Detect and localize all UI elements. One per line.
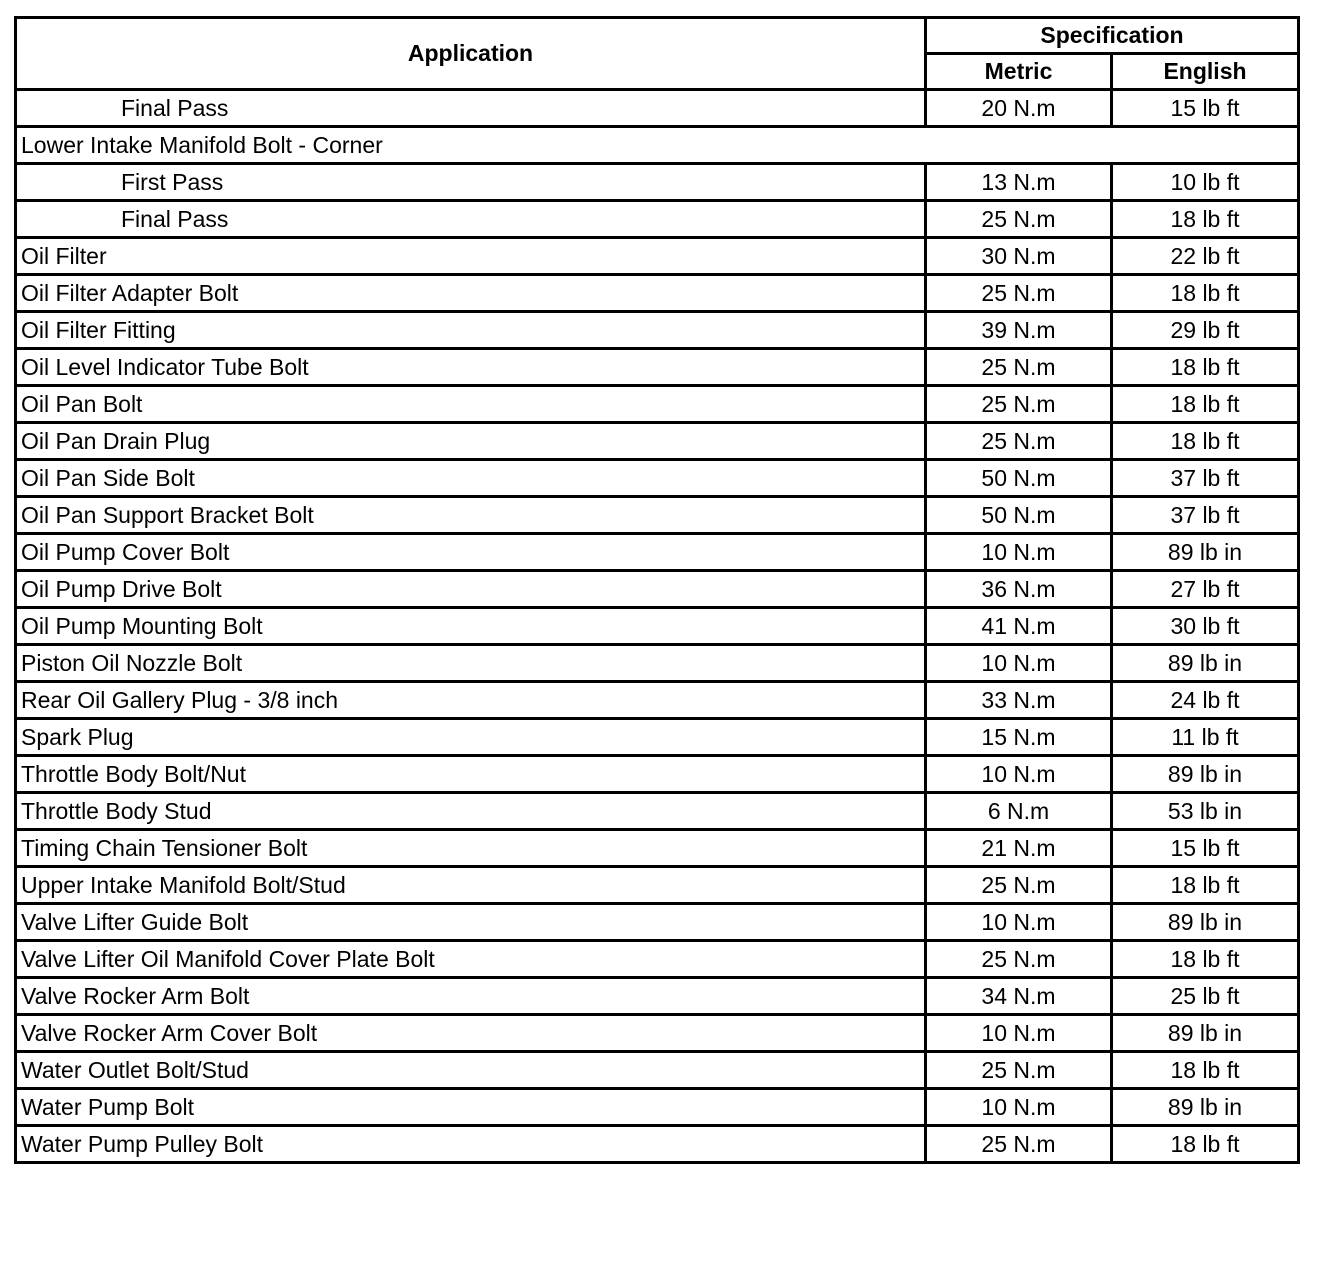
table-row — [16, 460, 1299, 497]
table-row — [16, 386, 1299, 423]
application-header: Application — [16, 18, 926, 90]
application-cell: Oil Pan Bolt — [16, 386, 926, 423]
metric-cell: 25 N.m — [926, 1126, 1112, 1163]
english-cell: 18 lb ft — [1112, 386, 1299, 423]
english-cell: 18 lb ft — [1112, 423, 1299, 460]
specification-header: Specification — [926, 18, 1299, 54]
application-cell: First Pass — [16, 164, 926, 201]
english-cell: 18 lb ft — [1112, 275, 1299, 312]
metric-cell: 25 N.m — [926, 201, 1112, 238]
table-row — [16, 571, 1299, 608]
english-cell: 15 lb ft — [1112, 830, 1299, 867]
application-cell: Spark Plug — [16, 719, 926, 756]
application-cell: Final Pass — [16, 201, 926, 238]
metric-cell: 10 N.m — [926, 645, 1112, 682]
torque-spec-table — [14, 16, 1300, 1164]
english-cell: 24 lb ft — [1112, 682, 1299, 719]
metric-cell: 33 N.m — [926, 682, 1112, 719]
metric-cell: 25 N.m — [926, 349, 1112, 386]
metric-cell: 25 N.m — [926, 941, 1112, 978]
application-cell: Timing Chain Tensioner Bolt — [16, 830, 926, 867]
application-cell: Piston Oil Nozzle Bolt — [16, 645, 926, 682]
english-cell: 89 lb in — [1112, 1089, 1299, 1126]
application-cell: Valve Lifter Oil Manifold Cover Plate Bolt — [16, 941, 926, 978]
table-row — [16, 608, 1299, 645]
english-cell: 18 lb ft — [1112, 349, 1299, 386]
application-cell: Oil Pan Side Bolt — [16, 460, 926, 497]
metric-cell: 10 N.m — [926, 534, 1112, 571]
english-cell: 53 lb in — [1112, 793, 1299, 830]
application-cell: Valve Rocker Arm Cover Bolt — [16, 1015, 926, 1052]
metric-cell: 36 N.m — [926, 571, 1112, 608]
table-row — [16, 349, 1299, 386]
table-row — [16, 756, 1299, 793]
metric-header: Metric — [926, 54, 1112, 90]
metric-cell: 25 N.m — [926, 867, 1112, 904]
table-row — [16, 941, 1299, 978]
application-cell: Water Outlet Bolt/Stud — [16, 1052, 926, 1089]
table-row — [16, 534, 1299, 571]
english-cell: 18 lb ft — [1112, 1052, 1299, 1089]
table-header — [16, 18, 1299, 90]
english-cell: 18 lb ft — [1112, 867, 1299, 904]
table-body — [16, 90, 1299, 1163]
table-row — [16, 978, 1299, 1015]
table-row — [16, 1089, 1299, 1126]
english-header: English — [1112, 54, 1299, 90]
application-cell: Rear Oil Gallery Plug - 3/8 inch — [16, 682, 926, 719]
table-row — [16, 719, 1299, 756]
table-group-row — [16, 127, 1299, 164]
table-row — [16, 1126, 1299, 1163]
application-cell: Oil Filter Fitting — [16, 312, 926, 349]
metric-cell: 34 N.m — [926, 978, 1112, 1015]
table-row — [16, 793, 1299, 830]
english-cell: 89 lb in — [1112, 1015, 1299, 1052]
metric-cell: 39 N.m — [926, 312, 1112, 349]
table-row — [16, 90, 1299, 127]
english-cell: 18 lb ft — [1112, 201, 1299, 238]
english-cell: 25 lb ft — [1112, 978, 1299, 1015]
metric-cell: 10 N.m — [926, 756, 1112, 793]
application-cell: Water Pump Pulley Bolt — [16, 1126, 926, 1163]
metric-cell: 25 N.m — [926, 1052, 1112, 1089]
metric-cell: 10 N.m — [926, 1089, 1112, 1126]
english-cell: 27 lb ft — [1112, 571, 1299, 608]
application-cell: Oil Pump Mounting Bolt — [16, 608, 926, 645]
english-cell: 37 lb ft — [1112, 460, 1299, 497]
table-row — [16, 645, 1299, 682]
application-cell: Valve Lifter Guide Bolt — [16, 904, 926, 941]
metric-cell: 13 N.m — [926, 164, 1112, 201]
metric-cell: 21 N.m — [926, 830, 1112, 867]
application-cell: Oil Pan Support Bracket Bolt — [16, 497, 926, 534]
table-row — [16, 238, 1299, 275]
metric-cell: 30 N.m — [926, 238, 1112, 275]
english-cell: 37 lb ft — [1112, 497, 1299, 534]
metric-cell: 50 N.m — [926, 460, 1112, 497]
table-row — [16, 867, 1299, 904]
application-cell: Oil Pump Drive Bolt — [16, 571, 926, 608]
application-cell: Lower Intake Manifold Bolt - Corner — [16, 127, 1299, 164]
english-cell: 10 lb ft — [1112, 164, 1299, 201]
application-cell: Oil Filter Adapter Bolt — [16, 275, 926, 312]
metric-cell: 15 N.m — [926, 719, 1112, 756]
application-cell: Oil Pan Drain Plug — [16, 423, 926, 460]
table-row — [16, 682, 1299, 719]
metric-cell: 20 N.m — [926, 90, 1112, 127]
english-cell: 89 lb in — [1112, 904, 1299, 941]
metric-cell: 25 N.m — [926, 275, 1112, 312]
english-cell: 22 lb ft — [1112, 238, 1299, 275]
metric-cell: 41 N.m — [926, 608, 1112, 645]
application-cell: Throttle Body Stud — [16, 793, 926, 830]
english-cell: 18 lb ft — [1112, 941, 1299, 978]
table-row — [16, 312, 1299, 349]
table-row — [16, 904, 1299, 941]
metric-cell: 10 N.m — [926, 1015, 1112, 1052]
table-row — [16, 497, 1299, 534]
table-row — [16, 1052, 1299, 1089]
english-cell: 89 lb in — [1112, 756, 1299, 793]
application-cell: Upper Intake Manifold Bolt/Stud — [16, 867, 926, 904]
metric-cell: 10 N.m — [926, 904, 1112, 941]
application-cell: Oil Pump Cover Bolt — [16, 534, 926, 571]
table-row — [16, 275, 1299, 312]
metric-cell: 25 N.m — [926, 386, 1112, 423]
english-cell: 15 lb ft — [1112, 90, 1299, 127]
header-row-top — [16, 18, 1299, 54]
application-cell: Throttle Body Bolt/Nut — [16, 756, 926, 793]
application-cell: Oil Filter — [16, 238, 926, 275]
table-row — [16, 201, 1299, 238]
english-cell: 11 lb ft — [1112, 719, 1299, 756]
english-cell: 89 lb in — [1112, 534, 1299, 571]
english-cell: 29 lb ft — [1112, 312, 1299, 349]
metric-cell: 50 N.m — [926, 497, 1112, 534]
table-row — [16, 423, 1299, 460]
metric-cell: 25 N.m — [926, 423, 1112, 460]
english-cell: 89 lb in — [1112, 645, 1299, 682]
table-row — [16, 1015, 1299, 1052]
english-cell: 30 lb ft — [1112, 608, 1299, 645]
table-row — [16, 164, 1299, 201]
table-row — [16, 830, 1299, 867]
english-cell: 18 lb ft — [1112, 1126, 1299, 1163]
metric-cell: 6 N.m — [926, 793, 1112, 830]
application-cell: Valve Rocker Arm Bolt — [16, 978, 926, 1015]
application-cell: Oil Level Indicator Tube Bolt — [16, 349, 926, 386]
application-cell: Final Pass — [16, 90, 926, 127]
application-cell: Water Pump Bolt — [16, 1089, 926, 1126]
